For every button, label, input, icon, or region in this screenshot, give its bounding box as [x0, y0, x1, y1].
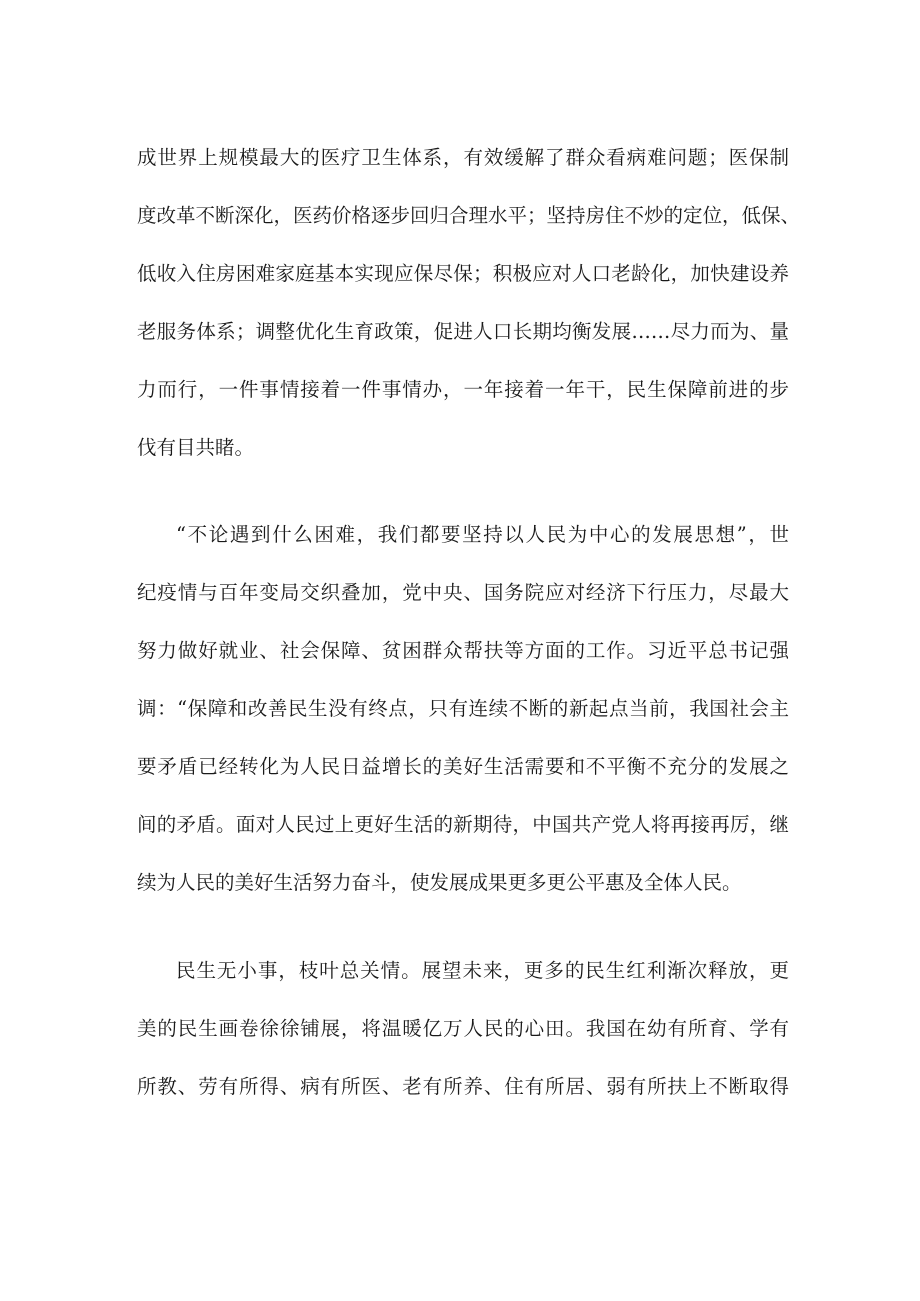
text-line: 间的矛盾。面对人民过上更好生活的新期待，中国共产党人将再接再厉，继 [137, 813, 789, 836]
text-line: 伐有目共睹。 [137, 436, 255, 459]
text-line: 要矛盾已经转化为人民日益增长的美好生活需要和不平衡不充分的发展之 [137, 755, 789, 778]
text-line: 度改革不断深化，医药价格逐步回归合理水平；坚持房住不炒的定位，低保、 [137, 204, 801, 227]
text-line: 所教、劳有所得、病有所医、老有所养、住有所居、弱有所扶上不断取得 [137, 1075, 789, 1098]
text-line: 力而行，一件事情接着一件事情办，一年接着一年干，民生保障前进的步 [137, 378, 789, 401]
text-line: 纪疫情与百年变局交织叠加，党中央、国务院应对经济下行压力，尽最大 [137, 581, 789, 604]
text-line: “不论遇到什么困难，我们都要坚持以人民为中心的发展思想”，世 [176, 523, 789, 546]
text-line: 续为人民的美好生活努力奋斗，使发展成果更多更公平惠及全体人民。 [137, 871, 742, 894]
text-line: 调：“保障和改善民生没有终点，只有连续不断的新起点当前，我国社会主 [137, 697, 789, 720]
text-line: 民生无小事，枝叶总关情。展望未来，更多的民生红利渐次释放，更 [176, 959, 789, 982]
text-line: 努力做好就业、社会保障、贫困群众帮扶等方面的工作。习近平总书记强 [137, 639, 789, 662]
text-line: 老服务体系；调整优化生育政策，促进人口长期均衡发展……尽力而为、量 [137, 320, 789, 343]
text-line: 美的民生画卷徐徐铺展，将温暖亿万人民的心田。我国在幼有所育、学有 [137, 1017, 789, 1040]
text-line: 低收入住房困难家庭基本实现应保尽保；积极应对人口老龄化，加快建设养 [137, 262, 789, 285]
text-line: 成世界上规模最大的医疗卫生体系，有效缓解了群众看病难问题；医保制 [137, 146, 789, 169]
